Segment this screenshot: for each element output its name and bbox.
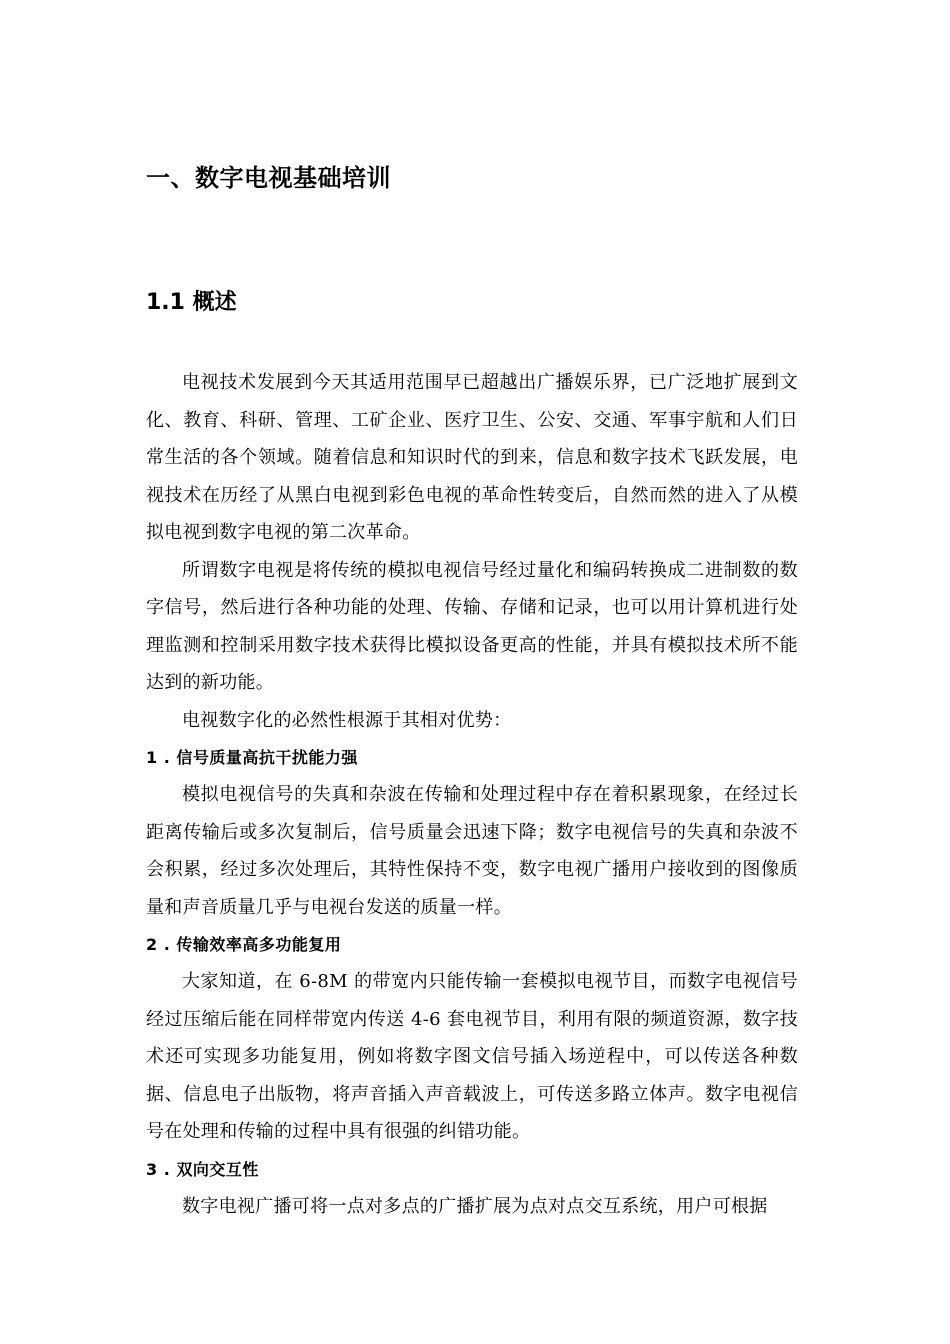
document-body xyxy=(146,160,798,1225)
section-content xyxy=(146,364,798,1225)
subheading-interactivity: 3 . 双向交互性 xyxy=(146,1159,259,1179)
paragraph-definition: 所谓数字电视是将传统的模拟电视信号经过量化和编码转换成二进制数的数字信号，然后进行各种功能的处理、传输、存储和记录，也可以用计算机进行处理监测和控制采用数字技术获得比模拟设备更高的性能，并具有模拟技术所不能达到的新功能。 xyxy=(146,559,798,693)
paragraph-advantages-intro: 电视数字化的必然性根源于其相对优势： xyxy=(182,709,512,731)
paragraph-transmission-efficiency: 大家知道，在 6-8M 的带宽内只能传输一套模拟电视节目，而数字电视信号经过压缩后能在同样带宽内传送 4-6 套电视节目，利用有限的频道资源，数字技术还可实现多功能复用，例如将数字图文信号插入场逆程中，可以传送各种数据、信息电子出版物，将声音插入声音载波上，可传送多路立体声。数字电视信号在处理和传输的过程中具有很强的纠错功能。 xyxy=(146,971,798,1142)
subheading-signal-quality: 1 . 信号质量高抗干扰能力强 xyxy=(146,748,358,767)
paragraph-signal-quality: 模拟电视信号的失真和杂波在传输和处理过程中存在着积累现象，在经过长距离传输后或多次复制后，信号质量会迅速下降；数字电视信号的失真和杂波不会积累，经过多次处理后，其特性保持不变，数字电视广播用户接收到的图像质量和声音质量几乎与电视台发送的质量一样。 xyxy=(146,784,798,918)
paragraph-intro: 电视技术发展到今天其适用范围早已超越出广播娱乐界，已广泛地扩展到文化、教育、科研、管理、工矿企业、医疗卫生、公安、交通、军事宇航和人们日常生活的各个领域。随着信息和知识时代的到来，信息和数字技术飞跃发展，电视技术在历经了从黑白电视到彩色电视的革命性转变后，自然而然的进入了从模拟电视到数字电视的第二次革命。 xyxy=(146,372,798,543)
paragraph-interactivity: 数字电视广播可将一点对多点的广播扩展为点对点交互系统，用户可根据 xyxy=(182,1195,768,1217)
chapter-title: 一、数字电视基础培训 xyxy=(146,164,391,192)
section-title: 1.1 概述 xyxy=(146,290,237,315)
subheading-transmission-efficiency: 2 . 传输效率高多功能复用 xyxy=(146,935,342,954)
